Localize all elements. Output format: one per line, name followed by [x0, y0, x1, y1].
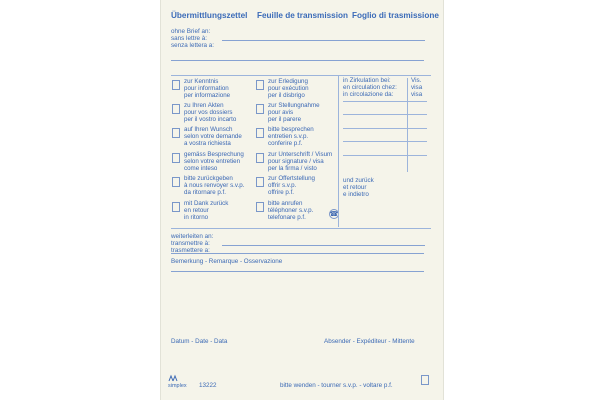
checkbox-offertstellung[interactable]: [256, 177, 264, 187]
title-it: Foglio di trasmissione: [352, 11, 439, 20]
visa-line-1: Vis.: [411, 77, 422, 84]
checkbox-dank[interactable]: [172, 202, 180, 212]
remarks-label: Bemerkung - Remarque - Osservazione: [171, 258, 283, 265]
column-divider: [338, 75, 339, 227]
checkbox-erledigung[interactable]: [256, 80, 264, 90]
circulation-row-5: [343, 155, 427, 156]
forward-field-line-2: [171, 253, 424, 254]
visa-line-3: visa: [411, 90, 423, 98]
option-offertstellung: zur Offertstellung offrir s.v.p. offrire p.f.: [268, 175, 316, 196]
circulation-row-1: [343, 101, 427, 102]
forward-top-line: [171, 228, 431, 229]
sender-line-field-2: [171, 60, 424, 61]
visa-block: [411, 78, 422, 99]
option-besprechen: bitte besprechen entretien s.v.p. conferire p.f.: [268, 126, 314, 147]
option-anrufen: bitte anrufen téléphoner s.v.p. telefonare p.f.: [268, 200, 314, 221]
circulation-line-3: in circolazione da:: [343, 90, 394, 98]
phone-icon: ☎: [329, 209, 339, 218]
return-line-1: und zurück: [343, 177, 374, 184]
date-label: Datum - Date - Data: [171, 338, 228, 345]
sender-line-1: ohne Brief an:: [171, 28, 211, 35]
options-top-line: [171, 75, 431, 76]
title-fr: Feuille de transmission: [257, 11, 348, 20]
remarks-line: [171, 271, 424, 272]
option-erledigung: zur Erledigung pour exécution per il disbrigo: [268, 78, 309, 99]
option-stellungnahme: zur Stellungnahme pour avis per il parere: [268, 102, 320, 123]
circulation-row-2: [343, 114, 427, 115]
option-dank: mit Dank zurück en retour in ritorno: [184, 200, 229, 221]
checkbox-wunsch[interactable]: [172, 128, 180, 138]
sender-block: [171, 29, 214, 50]
option-besprechung: gemäss Besprechung selon votre entretien come inteso: [184, 151, 244, 172]
forward-line-1: weiterleiten an:: [171, 233, 214, 240]
checkbox-anrufen[interactable]: [256, 202, 264, 212]
checkbox-besprechung[interactable]: [172, 153, 180, 163]
forward-line-2: transmettre à:: [171, 239, 210, 247]
sender-line-3: senza lettera a:: [171, 41, 215, 49]
option-zurueckgeben: bitte zurückgeben à nous renvoyer s.v.p. da ritornare p.f.: [184, 175, 245, 196]
checkbox-stellungnahme[interactable]: [256, 104, 264, 114]
transmission-slip: [160, 0, 444, 400]
checkbox-turn-over[interactable]: [421, 375, 429, 385]
circulation-line-1: in Zirkulation bei:: [343, 77, 391, 84]
forward-field-line-1: [222, 245, 425, 246]
sender-line-field-1: [222, 40, 425, 41]
return-line-2: et retour: [343, 183, 367, 191]
brand-name: simplex: [168, 383, 187, 389]
option-akten: zu Ihren Akten pour vos dossiers per il vostro incarto: [184, 102, 237, 123]
checkbox-akten[interactable]: [172, 104, 180, 114]
visa-line-2: visa: [411, 83, 423, 91]
sender-label: Absender - Expéditeur - Mittente: [324, 338, 415, 345]
form-code: 13222: [199, 382, 217, 389]
forward-block: [171, 234, 213, 255]
circulation-block: [343, 78, 397, 99]
checkbox-besprechen[interactable]: [256, 128, 264, 138]
return-line-3: e indietro: [343, 190, 369, 198]
sender-line-2: sans lettre à:: [171, 34, 208, 42]
checkbox-unterschrift[interactable]: [256, 153, 264, 163]
circulation-line-2: en circulation chez:: [343, 83, 397, 91]
checkbox-kenntnis[interactable]: [172, 80, 180, 90]
circulation-row-4: [343, 141, 427, 142]
circulation-row-3: [343, 128, 427, 129]
option-unterschrift: zur Unterschrift / Visum pour signature / visa per la firma / visto: [268, 151, 333, 172]
logo-icon: [168, 370, 180, 380]
option-wunsch: auf Ihren Wunsch selon votre demande a vostra richiesta: [184, 126, 242, 147]
checkbox-zurueckgeben[interactable]: [172, 177, 180, 187]
visa-divider: [407, 78, 408, 172]
footer-note: bitte wenden - tourner s.v.p. - voltare p.f.: [280, 382, 393, 389]
option-kenntnis: zur Kenntnis pour information per informazione: [184, 78, 231, 99]
return-block: [343, 178, 374, 199]
forward-line-3: trasmettere a:: [171, 246, 210, 254]
title-de: Übermittlungszettel: [171, 11, 248, 20]
